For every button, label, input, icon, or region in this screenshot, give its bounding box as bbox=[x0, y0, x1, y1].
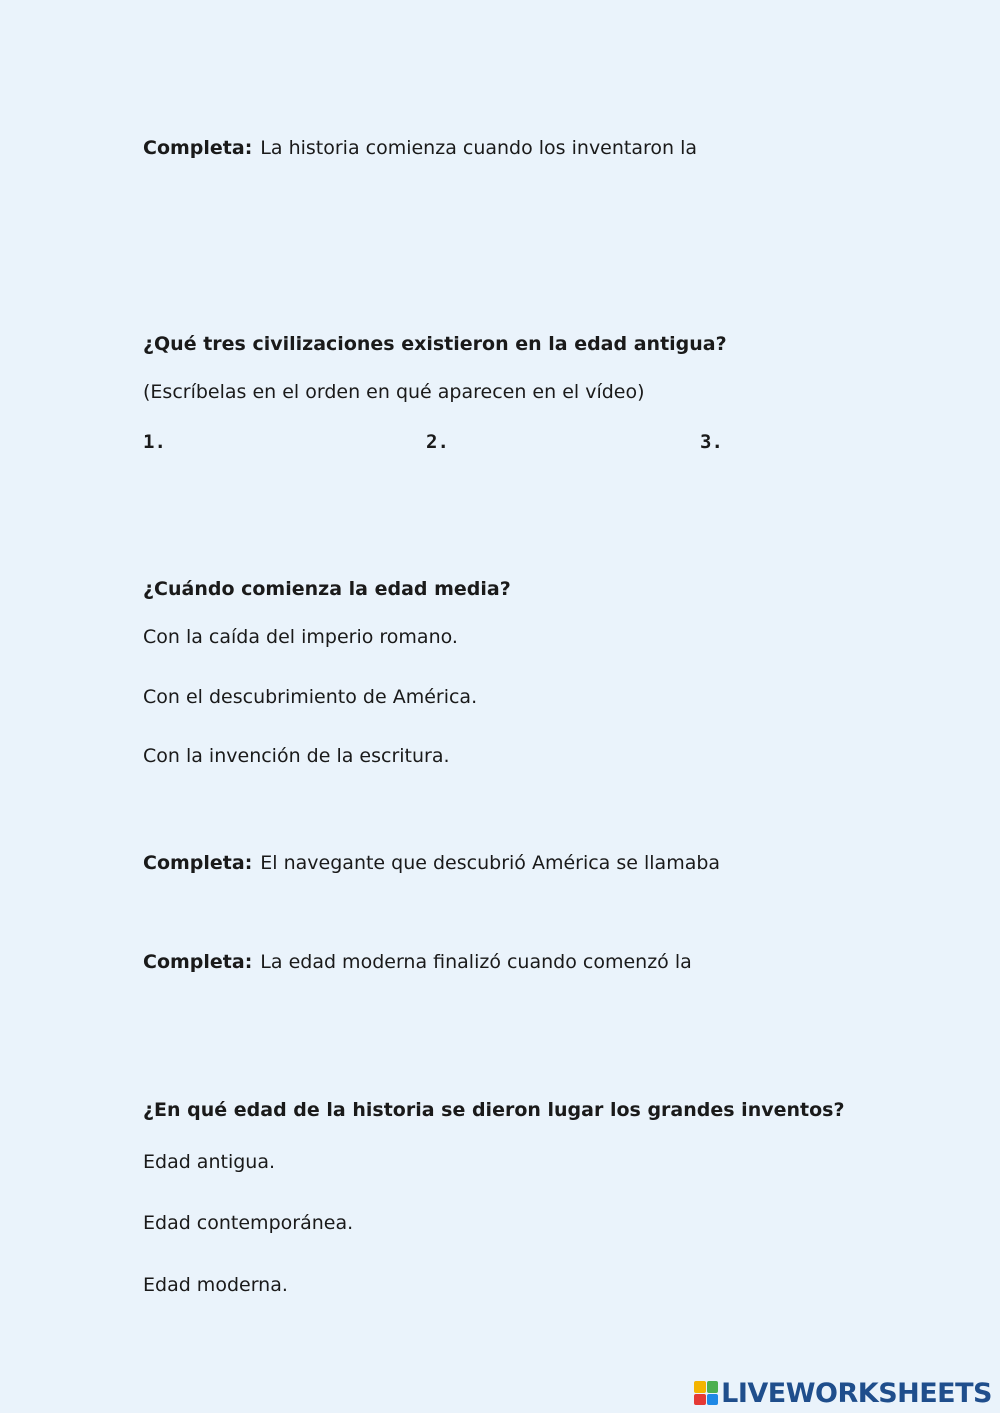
liveworksheets-logo-icon bbox=[694, 1381, 718, 1405]
question-2-instruction: (Escríbelas en el orden en qué aparecen en el vídeo) bbox=[143, 381, 645, 403]
question-6-option-1[interactable]: Edad antigua. bbox=[143, 1151, 276, 1173]
question-3-option-2[interactable]: Con el descubrimiento de América. bbox=[143, 686, 478, 708]
question-4-text: El navegante que descubrió América se llamaba bbox=[260, 852, 721, 874]
question-5-label: Completa: bbox=[143, 951, 253, 973]
answer-number-3: 3. bbox=[700, 431, 723, 453]
question-4-label: Completa: bbox=[143, 852, 253, 874]
question-1-label: Completa: bbox=[143, 137, 253, 159]
question-6-option-2[interactable]: Edad contemporánea. bbox=[143, 1212, 354, 1234]
liveworksheets-logo bbox=[694, 1379, 992, 1407]
question-6-title: ¿En qué edad de la historia se dieron lugar los grandes inventos? bbox=[143, 1099, 845, 1121]
question-5 bbox=[143, 950, 692, 974]
question-2-title: ¿Qué tres civilizaciones existieron en la edad antigua? bbox=[143, 333, 727, 355]
question-1-text: La historia comienza cuando los inventaron la bbox=[260, 137, 698, 159]
question-5-text: La edad moderna finalizó cuando comenzó la bbox=[260, 951, 692, 973]
question-4 bbox=[143, 851, 720, 875]
question-3-title: ¿Cuándo comienza la edad media? bbox=[143, 578, 511, 600]
question-3-option-3[interactable]: Con la invención de la escritura. bbox=[143, 745, 450, 767]
question-6-option-3[interactable]: Edad moderna. bbox=[143, 1274, 288, 1296]
answer-number-2: 2. bbox=[426, 431, 449, 453]
logo-text: LIVEWORKSHEETS bbox=[721, 1377, 992, 1409]
answer-number-1: 1. bbox=[143, 431, 166, 453]
question-1 bbox=[143, 136, 697, 160]
question-3-option-1[interactable]: Con la caída del imperio romano. bbox=[143, 626, 458, 648]
